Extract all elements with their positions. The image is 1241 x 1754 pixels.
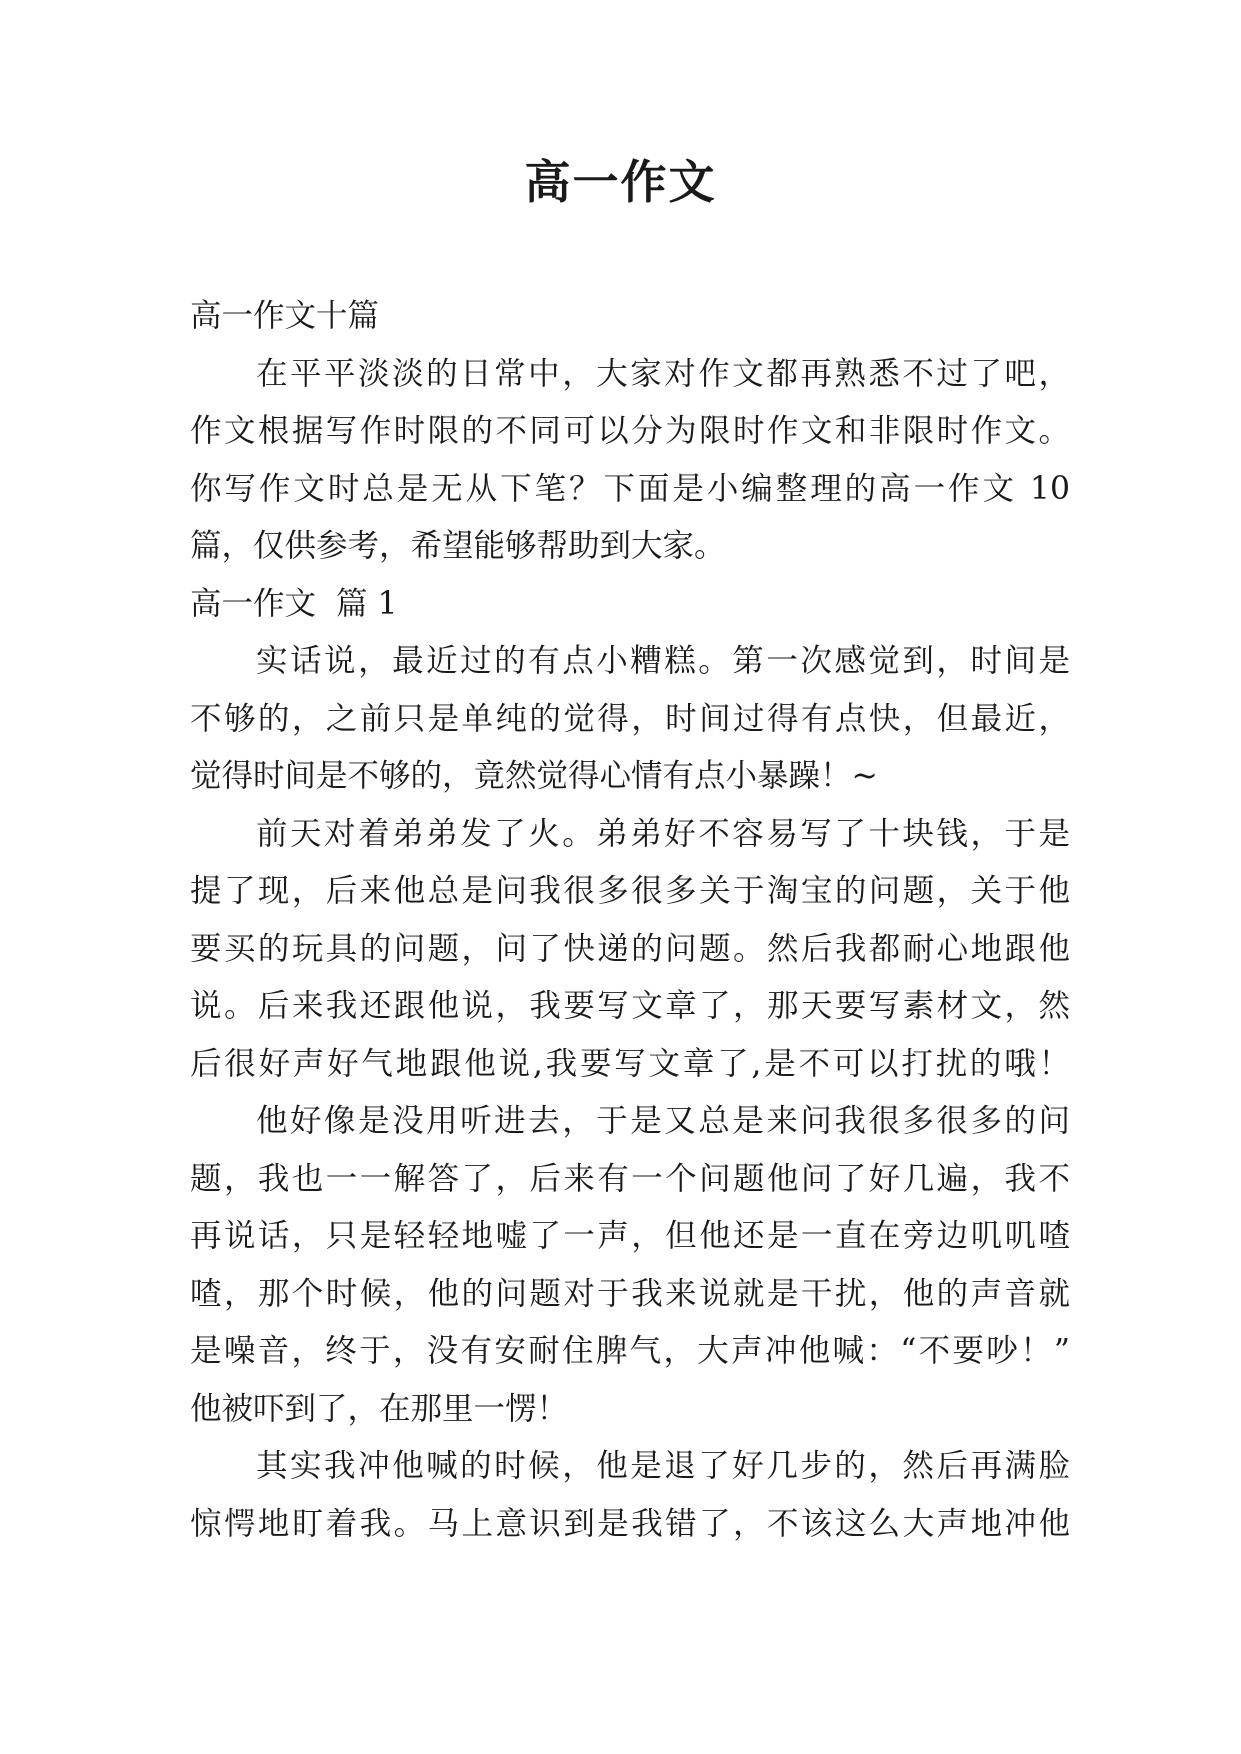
paragraph-line: 喳，那个时候，他的问题对于我来说就是干扰，他的声音就 — [190, 1275, 1070, 1312]
paragraph-line: 实话说，最近过的有点小糟糕。第一次感觉到，时间是 — [256, 643, 1070, 679]
paragraph-line: 他被吓到了，在那里一愣！ — [190, 1390, 569, 1427]
essay-heading: 高一作文 篇 1 — [190, 585, 398, 622]
document-body — [190, 288, 1070, 1553]
paragraph-line: 觉得时间是不够的，竟然觉得心情有点小暴躁！~ — [190, 758, 878, 794]
paragraph-line: 要买的玩具的问题，问了快递的问题。然后我都耐心地跟他 — [190, 930, 1070, 967]
paragraph-line: 后很好声好气地跟他说,我要写文章了,是不可以打扰的哦！ — [190, 1045, 1070, 1082]
paragraph-line: 不够的，之前只是单纯的觉得，时间过得有点快，但最近， — [190, 700, 1070, 737]
section-heading: 高一作文十篇 — [190, 298, 380, 334]
paragraph-line: 作文根据写作时限的不同可以分为限时作文和非限时作文。 — [190, 413, 1070, 449]
paragraph-line: 其实我冲他喊的时候，他是退了好几步的，然后再满脸 — [256, 1448, 1070, 1484]
paragraph-line: 你写作文时总是无从下笔？下面是小编整理的高一作文 10 — [190, 470, 1070, 507]
paragraph-line: 再说话，只是轻轻地嘘了一声，但他还是一直在旁边叽叽喳 — [190, 1218, 1070, 1254]
paragraph-line: 前天对着弟弟发了火。弟弟好不容易写了十块钱，于是 — [256, 815, 1070, 852]
paragraph-line: 是噪音，终于，没有安耐住脾气，大声冲他喊：“不要吵！” — [190, 1333, 1070, 1369]
paragraph-line: 他好像是没用听进去，于是又总是来问我很多很多的问 — [256, 1103, 1070, 1139]
paragraph-line: 提了现，后来他总是问我很多很多关于淘宝的问题，关于他 — [190, 873, 1070, 909]
paragraph-line: 在平平淡淡的日常中，大家对作文都再熟悉不过了吧， — [256, 355, 1070, 392]
document-title: 高一作文 — [524, 155, 717, 209]
paragraph-line: 说。后来我还跟他说，我要写文章了，那天要写素材文，然 — [190, 988, 1070, 1024]
paragraph-line: 题，我也一一解答了，后来有一个问题他问了好几遍，我不 — [190, 1160, 1070, 1197]
paragraph-line: 篇，仅供参考，希望能够帮助到大家。 — [190, 528, 726, 564]
paragraph-line: 惊愕地盯着我。马上意识到是我错了，不该这么大声地冲他 — [190, 1505, 1070, 1542]
